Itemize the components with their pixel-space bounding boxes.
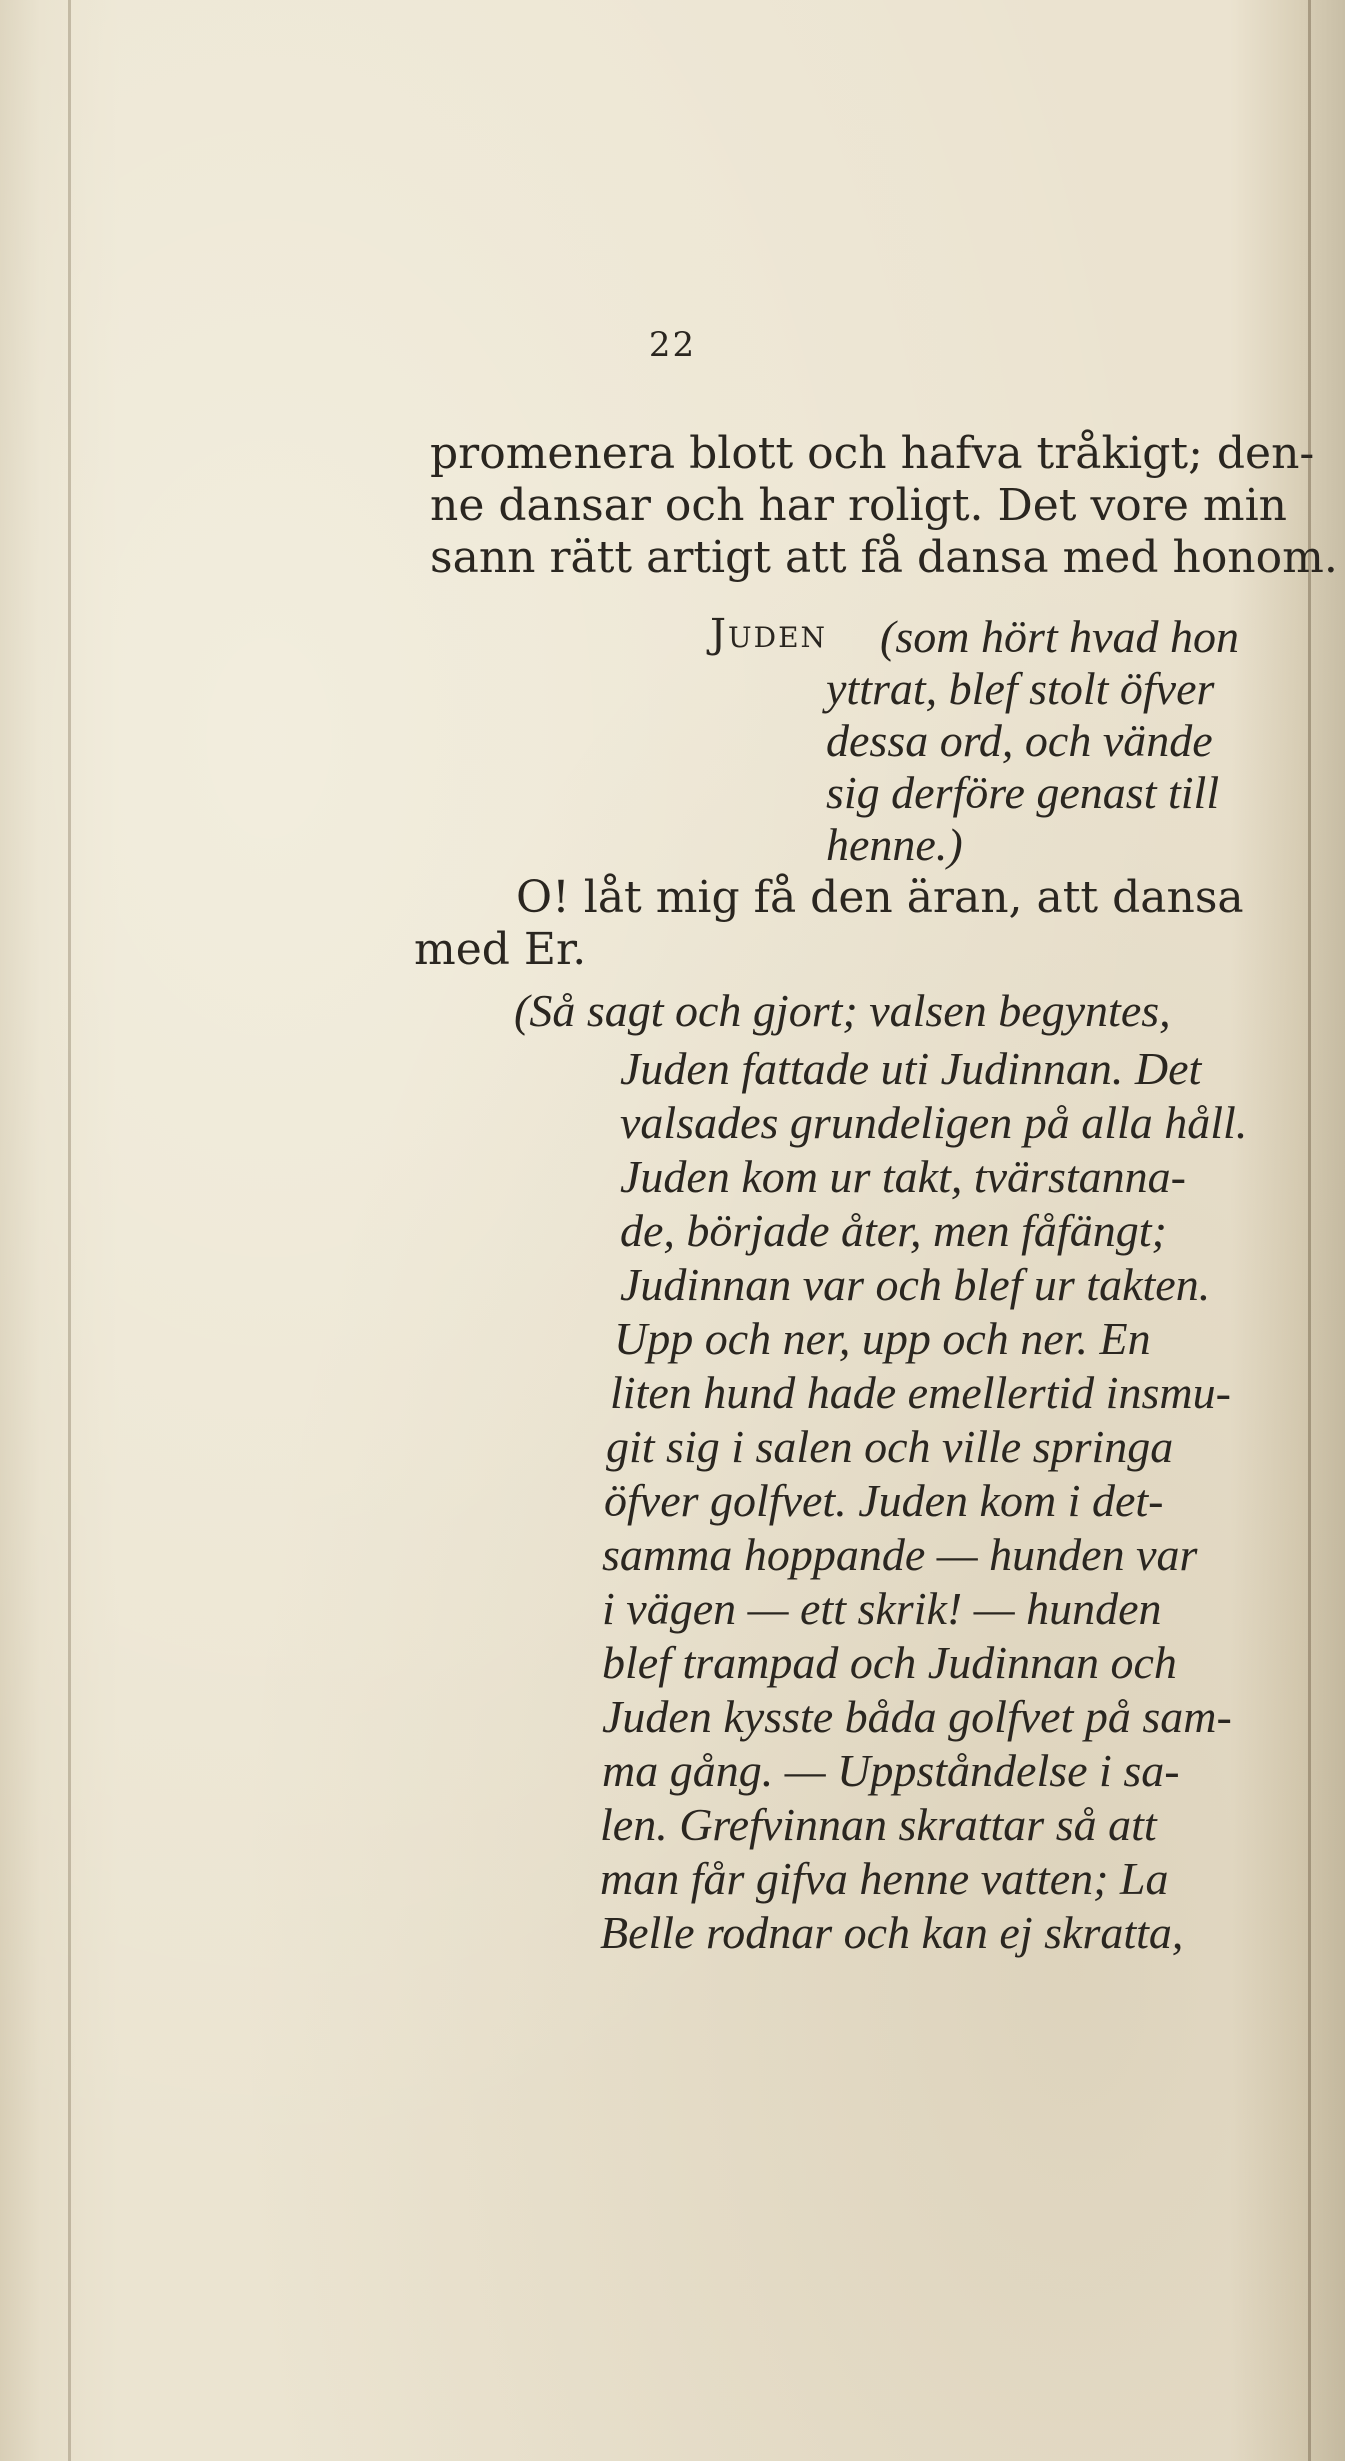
stage-direction-line: (Så sagt och gjort; valsen begyntes, [514,985,1171,1036]
page-edge-right [1308,0,1311,2461]
speaker-name: Juden [710,611,828,657]
stage-direction-line: liten hund hade emellertid insmu- [610,1367,1231,1418]
page-edge-left [68,0,71,2461]
stage-direction-line: Judinnan var och blef ur takten. [620,1259,1211,1310]
speech-line: O! låt mig få den äran, att dansa [516,872,1244,923]
stage-direction-line: Belle rodnar och kan ej skratta, [600,1907,1184,1958]
stage-direction-line: (som hört hvad hon [880,611,1240,662]
stage-direction-line: blef trampad och Judinnan och [602,1637,1177,1688]
stage-direction-line: man får gifva henne vatten; La [600,1853,1169,1904]
speech-line: med Er. [414,924,587,975]
stage-direction-line: len. Grefvinnan skrattar så att [600,1799,1157,1850]
stage-direction-line: Juden kysste båda golfvet på sam- [602,1691,1232,1742]
stage-direction-line: de, började åter, men fåfängt; [620,1205,1167,1256]
paragraph-line: sann rätt artigt att få dansa med honom. [430,532,1338,583]
stage-direction-line: Juden kom ur takt, tvärstanna- [620,1151,1186,1202]
paragraph-line: ne dansar och har roligt. Det vore min [430,480,1287,531]
stage-direction-line: i vägen — ett skrik! — hunden [602,1583,1162,1634]
stage-direction-line: valsades grundeligen på alla håll. [620,1097,1248,1148]
stage-direction-line: Juden fattade uti Judinnan. Det [620,1043,1202,1094]
stage-direction-line: ma gång. — Uppståndelse i sa- [602,1745,1180,1796]
stage-direction-line: samma hoppande — hunden var [602,1529,1198,1580]
stage-direction-line: git sig i salen och ville springa [606,1421,1174,1472]
stage-direction-line: Upp och ner, upp och ner. En [614,1313,1151,1364]
stage-direction-line: öfver golfvet. Juden kom i det- [604,1475,1164,1526]
stage-direction-line: sig derföre genast till [826,767,1220,818]
stage-direction-line: yttrat, blef stolt öfver [826,663,1215,714]
stage-direction-line: dessa ord, och vände [826,715,1213,766]
stage-direction-line: henne.) [826,819,963,870]
paragraph-line: promenera blott och hafva tråkigt; den- [430,428,1315,479]
page-number: 22 [648,325,697,365]
